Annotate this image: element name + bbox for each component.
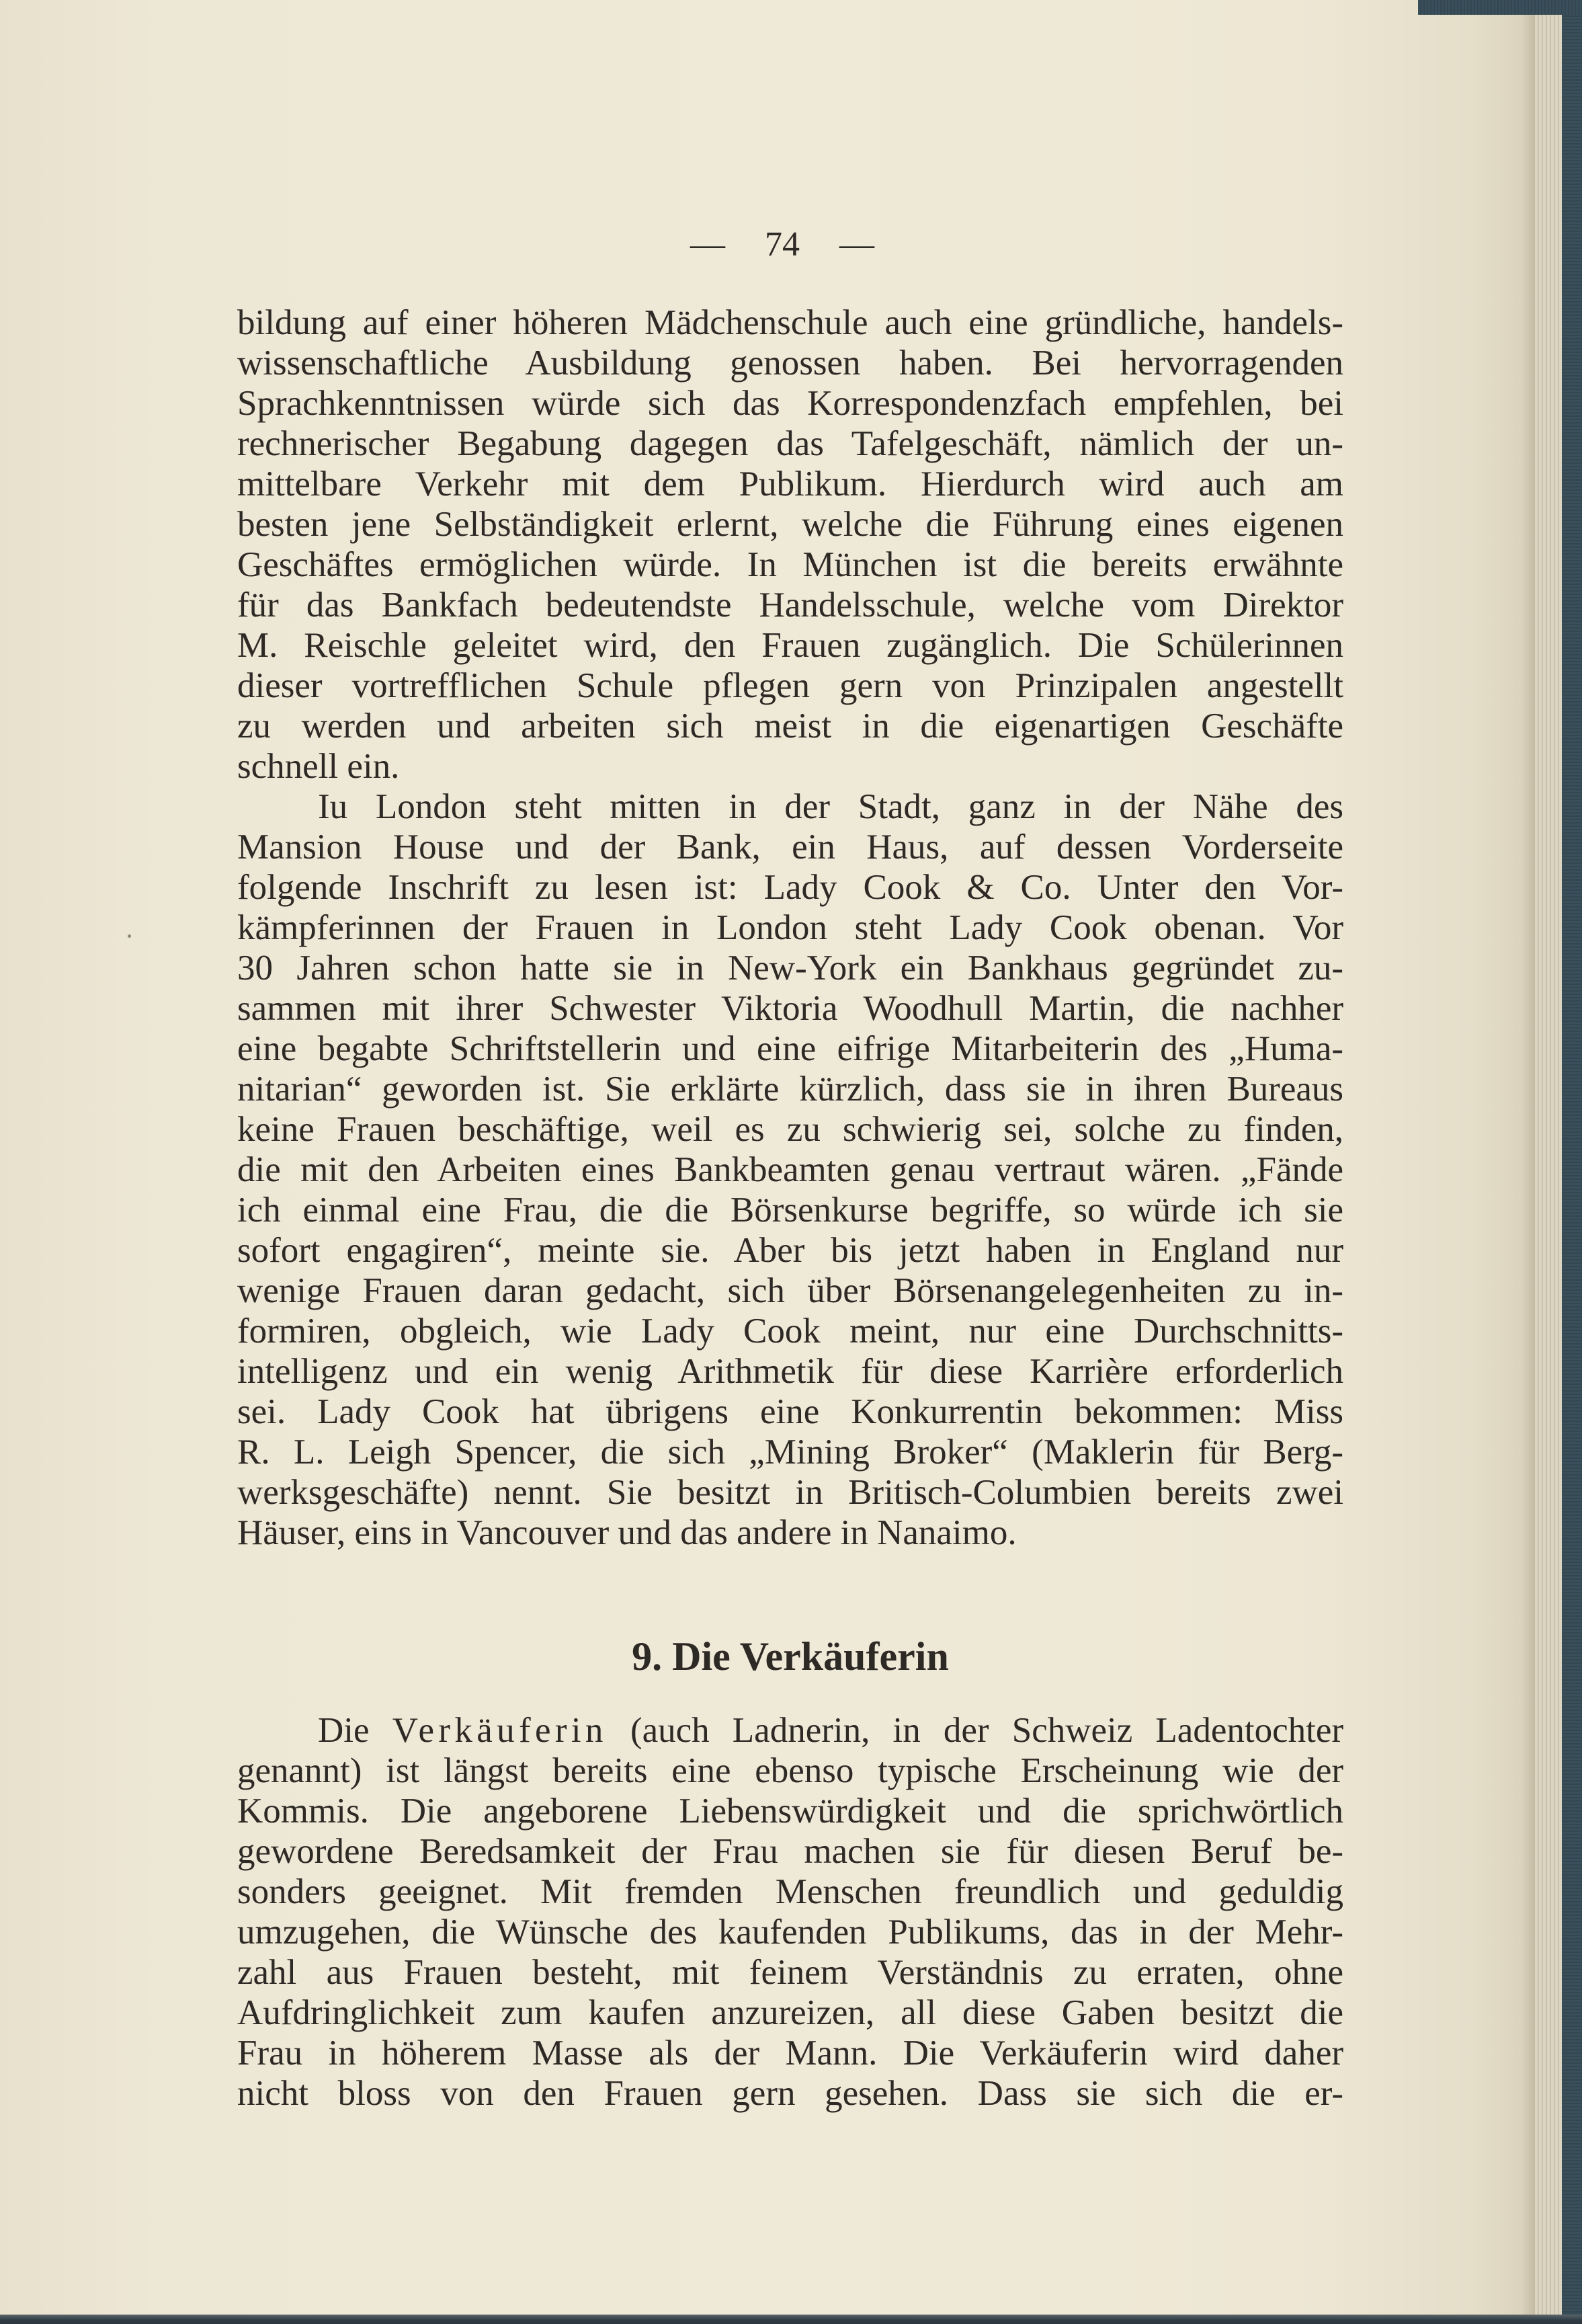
paragraph (237, 787, 1343, 1553)
text-line: gewordene Beredsamkeit der Frau machen sie für diesen Beruf be- (237, 1832, 1343, 1871)
book-cover-edge-top (1418, 0, 1582, 15)
text-line: für das Bankfach bedeutendste Handelsschule, welche vom Direktor (237, 586, 1343, 625)
text-line: besten jene Selbständigkeit erlernt, welche die Führung eines eigenen (237, 505, 1343, 544)
text-line: rechnerischer Begabung dagegen das Tafelgeschäft, nämlich der un- (237, 424, 1343, 463)
text-line: Häuser, eins in Vancouver und das andere in Nanaimo. (237, 1513, 1017, 1552)
text-line: bildung auf einer höheren Mädchenschule auch eine gründliche, handels- (237, 303, 1343, 342)
text-line: nicht bloss von den Frauen gern gesehen. Dass sie sich die er- (237, 2074, 1343, 2113)
text-line: Sprachkenntnissen würde sich das Korrespondenzfach empfehlen, bei (237, 384, 1343, 423)
paragraph (237, 303, 1343, 787)
text-line: Geschäftes ermöglichen würde. In München ist die bereits erwähnte (237, 545, 1343, 584)
book-cover-edge-bottom (0, 2315, 1582, 2324)
text-line: 30 Jahren schon hatte sie in New-York ein Bankhaus gegründet zu- (237, 949, 1343, 988)
page-edge-shadow (1520, 0, 1535, 2324)
text-line: schnell ein. (237, 747, 400, 786)
text-line: R. L. Leigh Spencer, die sich „Mining Broker“ (Maklerin für Berg- (237, 1433, 1343, 1472)
emphasized-term: Verkäuferin (392, 1711, 608, 1750)
text-line: Mansion House und der Bank, ein Haus, auf dessen Vorderseite (237, 828, 1343, 867)
text-line: keine Frauen beschäftige, weil es zu schwierig sei, solche zu finden, (237, 1110, 1343, 1149)
text-line: die mit den Arbeiten eines Bankbeamten genau vertraut wären. „Fände (237, 1150, 1343, 1189)
text-line: sofort engagiren“, meinte sie. Aber bis jetzt haben in England nur (237, 1231, 1343, 1270)
text-line: Aufdringlichkeit zum kaufen anzureizen, all diese Gaben besitzt die (237, 1993, 1343, 2032)
text-line (237, 1710, 1343, 1751)
paper-speck (128, 934, 131, 938)
text-line: zahl aus Frauen besteht, mit feinem Verständnis zu erraten, ohne (237, 1953, 1343, 1992)
text-line: nitarian“ geworden ist. Sie erklärte kürzlich, dass sie in ihren Bureaus (237, 1070, 1343, 1109)
page-stack-edge (1535, 0, 1562, 2324)
section-heading: 9. Die Verkäuferin (632, 1634, 949, 1679)
text-block-section (237, 1710, 1343, 2114)
text-line: eine begabte Schriftstellerin und eine eifrige Mitarbeiterin des „Huma- (237, 1029, 1343, 1068)
text-line: folgende Inschrift zu lesen ist: Lady Cook & Co. Unter den Vor- (237, 868, 1343, 907)
text-segment: Die (318, 1711, 370, 1750)
text-line: mittelbare Verkehr mit dem Publikum. Hierdurch wird auch am (237, 465, 1343, 504)
text-line: Kommis. Die angeborene Liebenswürdigkeit und die sprichwörtlich (237, 1792, 1343, 1831)
text-segment: (auch Ladnerin, in der Schweiz Ladentochter (630, 1711, 1343, 1750)
text-line: werksgeschäfte) nennt. Sie besitzt in Britisch-Columbien bereits zwei (237, 1473, 1343, 1512)
text-line: wissenschaftliche Ausbildung genossen haben. Bei hervorragenden (237, 344, 1343, 383)
text-line: zu werden und arbeiten sich meist in die eigenartigen Geschäfte (237, 707, 1343, 746)
text-line: sonders geeignet. Mit fremden Menschen freundlich und geduldig (237, 1872, 1343, 1911)
text-line: intelligenz und ein wenig Arithmetik für diese Karrière erforderlich (237, 1352, 1343, 1391)
text-line: M. Reischle geleitet wird, den Frauen zugänglich. Die Schülerinnen (237, 626, 1343, 665)
book-cover-edge-right (1562, 0, 1582, 2324)
page-number: — 74 — (690, 225, 874, 264)
text-line: dieser vortrefflichen Schule pflegen gern von Prinzipalen angestellt (237, 666, 1343, 705)
text-line: genannt) ist längst bereits eine ebenso typische Erscheinung wie der (237, 1751, 1343, 1790)
paragraph (237, 1710, 1343, 2114)
text-line: Iu London steht mitten in der Stadt, ganz in der Nähe des (318, 787, 1343, 826)
text-line: ich einmal eine Frau, die die Börsenkurse begriffe, so würde ich sie (237, 1191, 1343, 1230)
text-line: sammen mit ihrer Schwester Viktoria Woodhull Martin, die nachher (237, 989, 1343, 1028)
text-line: umzugehen, die Wünsche des kaufenden Publikums, das in der Mehr- (237, 1913, 1343, 1952)
text-line: formiren, obgleich, wie Lady Cook meint, nur eine Durchschnitts- (237, 1312, 1343, 1351)
text-line: sei. Lady Cook hat übrigens eine Konkurrentin bekommen: Miss (237, 1392, 1343, 1431)
text-line: Frau in höherem Masse als der Mann. Die Verkäuferin wird daher (237, 2034, 1343, 2073)
text-block-main (237, 303, 1343, 1553)
text-line: wenige Frauen daran gedacht, sich über Börsenangelegenheiten zu in- (237, 1271, 1343, 1310)
text-line: kämpferinnen der Frauen in London steht Lady Cook obenan. Vor (237, 908, 1343, 947)
